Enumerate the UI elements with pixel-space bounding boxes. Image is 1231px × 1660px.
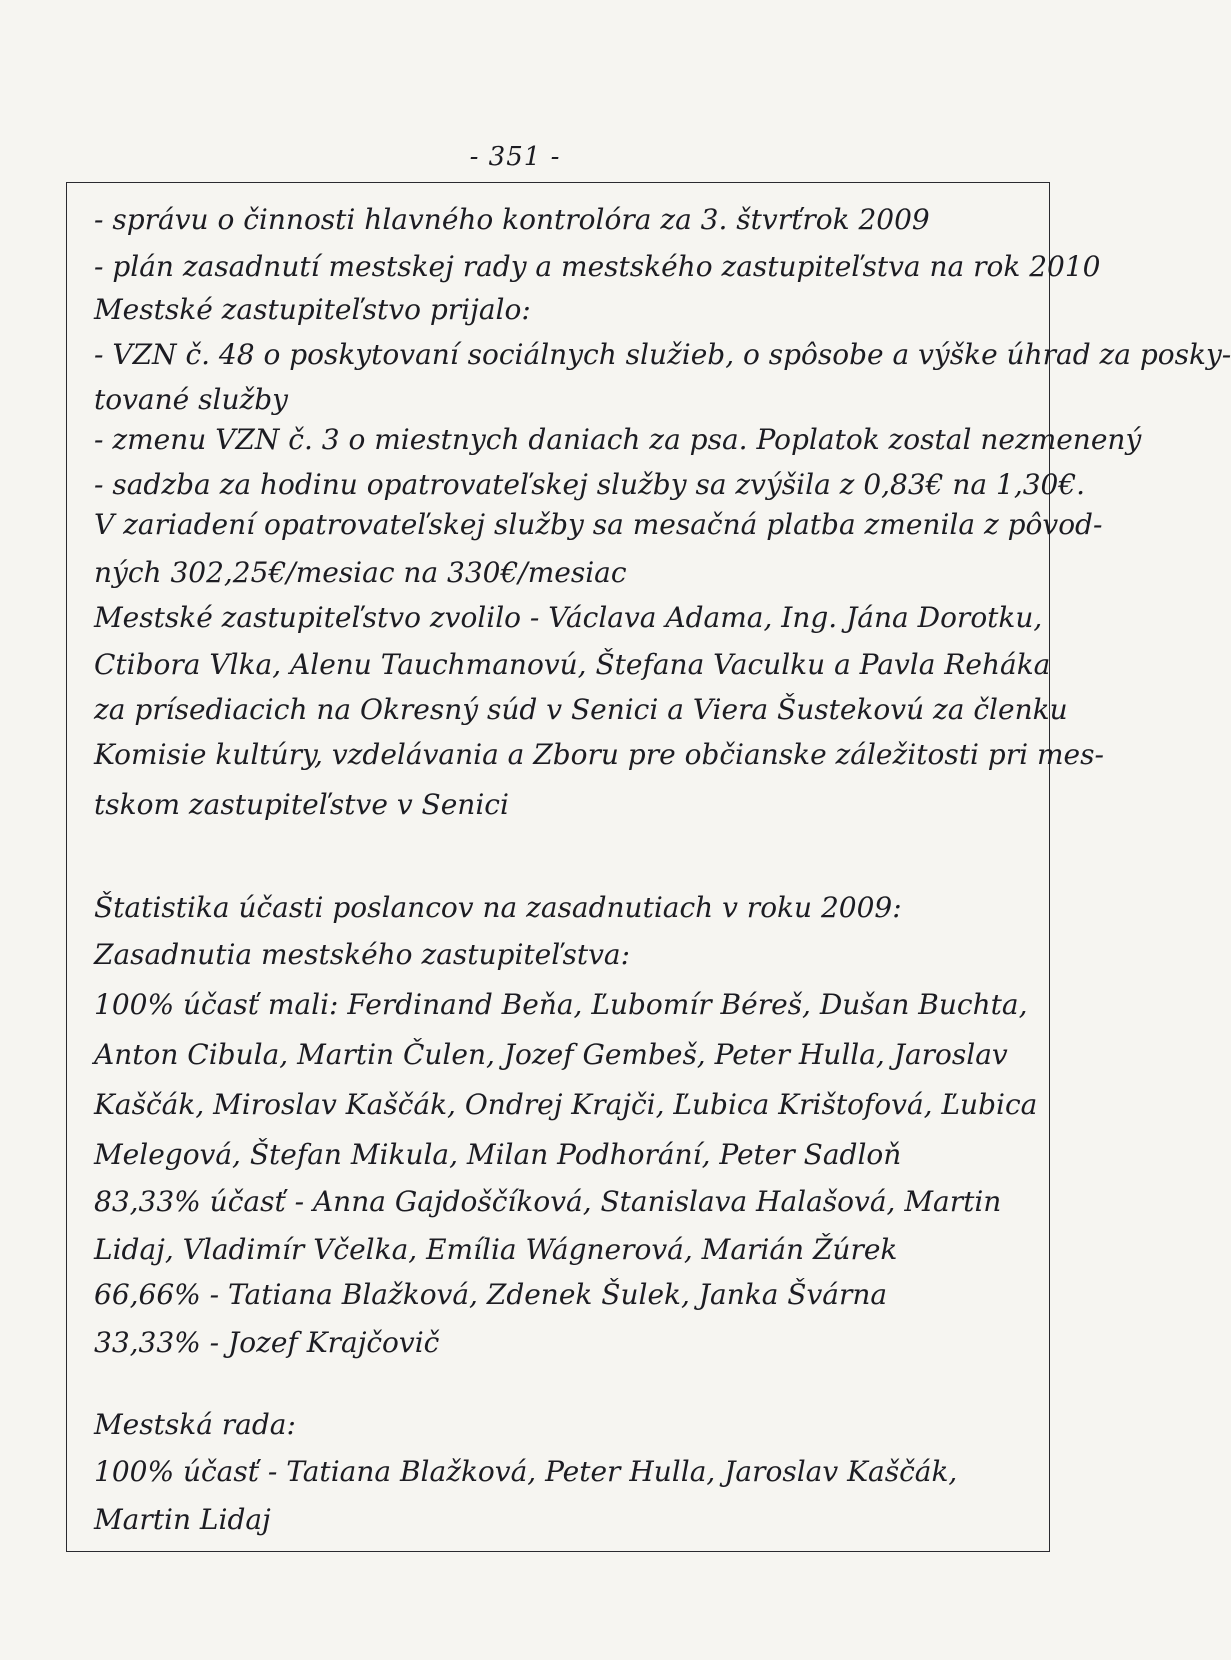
page-number: - 351 - [469,142,561,172]
text-line: - plán zasadnutí mestskej rady a mestského zastupiteľstva na rok 2010 [94,250,1101,283]
text-line: tované služby [94,383,288,416]
text-line: V zariadení opatrovateľskej služby sa mesačná platba zmenila z pôvod- [94,508,1103,541]
section-heading: Štatistika účasti poslancov na zasadnutiach v roku 2009: [94,891,902,924]
text-line: - VZN č. 48 o poskytovaní sociálnych služieb, o spôsobe a výške úhrad za posky- [94,338,1231,371]
text-line: - zmenu VZN č. 3 o miestnych daniach za psa. Poplatok zostal nezmenený [94,423,1142,456]
text-line: Anton Cibula, Martin Čulen, Jozef Gembeš, Peter Hulla, Jaroslav [94,1038,1008,1071]
text-line: - správu o činnosti hlavného kontrolóra za 3. štvrťrok 2009 [94,203,930,236]
text-line: Mestské zastupiteľstvo zvolilo - Václava Adama, Ing. Jána Dorotku, [94,601,1043,634]
text-line: Komisie kultúry, vzdelávania a Zboru pre občianske záležitosti pri mes- [94,738,1104,771]
text-line: Lidaj, Vladimír Včelka, Emília Wágnerová, Marián Žúrek [94,1233,898,1266]
text-line: Kaščák, Miroslav Kaščák, Ondrej Krajči, Ľubica Krištofová, Ľubica [94,1088,1038,1121]
text-line: - sadzba za hodinu opatrovateľskej služby sa zvýšila z 0,83€ na 1,30€. [94,468,1086,501]
text-line: Zasadnutia mestského zastupiteľstva: [94,938,631,971]
text-line: 100% účasť - Tatiana Blažková, Peter Hulla, Jaroslav Kaščák, [94,1455,958,1488]
text-line: 100% účasť mali: Ferdinand Beňa, Ľubomír Béreš, Dušan Buchta, [94,988,1028,1021]
text-line: 66,66% - Tatiana Blažková, Zdenek Šulek, Janka Švárna [94,1278,888,1311]
text-line: tskom zastupiteľstve v Senici [94,788,509,821]
text-line: Ctibora Vlka, Alenu Tauchmanovú, Štefana Vaculku a Pavla Reháka [94,648,1051,681]
text-line: Mestské zastupiteľstvo prijalo: [94,293,531,326]
text-line: 33,33% - Jozef Krajčovič [94,1326,440,1359]
text-line: za prísediacich na Okresný súd v Senici a Viera Šustekovú za členku [94,693,1068,726]
text-line: 83,33% účasť - Anna Gajdoščíková, Stanislava Halašová, Martin [94,1185,1002,1218]
text-line: ných 302,25€/mesiac na 330€/mesiac [94,556,627,589]
section-heading: Mestská rada: [94,1408,296,1441]
text-line: Melegová, Štefan Mikula, Milan Podhorání, Peter Sadloň [94,1138,902,1171]
text-line: Martin Lidaj [94,1503,271,1536]
